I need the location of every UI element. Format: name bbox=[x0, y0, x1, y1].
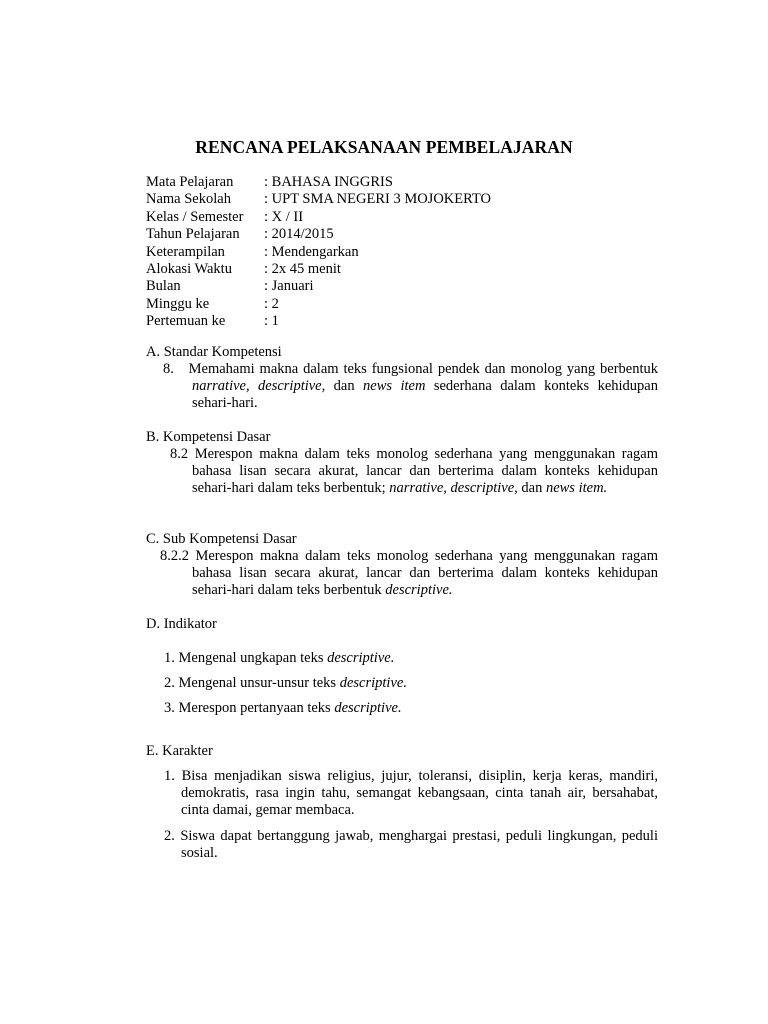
indicator-item: 3. Merespon pertanyaan teks descriptive. bbox=[164, 700, 402, 716]
section-a-em-1: narrative, descriptive, bbox=[192, 378, 326, 394]
meta-row bbox=[146, 174, 491, 191]
section-c-heading: C. Sub Kompetensi Dasar bbox=[146, 531, 297, 547]
meta-row bbox=[146, 261, 491, 278]
meta-label: Pertemuan ke bbox=[146, 313, 226, 330]
meta-value: : UPT SMA NEGERI 3 MOJOKERTO bbox=[264, 191, 491, 208]
meta-row bbox=[146, 313, 491, 330]
meta-table bbox=[146, 174, 491, 331]
karakter-number: 1. bbox=[164, 768, 175, 784]
meta-row bbox=[146, 296, 491, 313]
section-a-text-2: dan bbox=[325, 378, 364, 394]
section-c-text-1: Merespon makna dalam teks monolog sederhana yang menggunakan ragam bahasa lisan secara akurat, lancar dan berterima dalam konteks kehidupan sehari-hari dalam teks berbentuk bbox=[189, 548, 658, 598]
meta-label: Tahun Pelajaran bbox=[146, 226, 240, 243]
section-b-text-1: Merespon makna dalam teks monolog sederhana yang menggunakan ragam bahasa lisan secara akurat, lancar dan berterima dalam konteks kehidupan sehari-hari dalam teks berbentuk; bbox=[188, 446, 658, 496]
meta-label: Nama Sekolah bbox=[146, 191, 231, 208]
indicator-item: 1. Mengenal ungkapan teks descriptive. bbox=[164, 650, 395, 666]
section-a-em-2: news item bbox=[363, 378, 426, 394]
section-b-number: 8.2 bbox=[170, 446, 189, 462]
meta-label: Alokasi Waktu bbox=[146, 260, 232, 277]
section-a-number: 8. bbox=[163, 361, 174, 377]
meta-value: : Mendengarkan bbox=[264, 243, 359, 260]
karakter-number: 2. bbox=[164, 828, 175, 844]
section-b-heading: B. Kompetensi Dasar bbox=[146, 429, 271, 445]
section-a-heading: A. Standar Kompetensi bbox=[146, 344, 282, 360]
section-c-number: 8.2.2 bbox=[160, 548, 189, 564]
meta-row bbox=[146, 209, 491, 226]
section-b-text-2: dan bbox=[517, 480, 546, 496]
meta-row bbox=[146, 244, 491, 261]
meta-value: : BAHASA INGGRIS bbox=[264, 174, 393, 190]
meta-label: Bulan bbox=[146, 278, 181, 295]
meta-value: : 1 bbox=[264, 313, 279, 330]
section-b-em-1: narrative, descriptive, bbox=[389, 480, 518, 496]
section-b-body bbox=[146, 446, 658, 497]
section-c-body bbox=[146, 548, 658, 599]
meta-row bbox=[146, 226, 491, 243]
meta-label: Mata Pelajaran bbox=[146, 174, 234, 190]
karakter-item bbox=[164, 768, 658, 819]
section-a-body bbox=[146, 361, 658, 412]
meta-label: Minggu ke bbox=[146, 295, 210, 312]
document-title: RENCANA PELAKSANAAN PEMBELAJARAN bbox=[195, 137, 573, 157]
indicator-item: 2. Mengenal unsur-unsur teks descriptive. bbox=[164, 675, 407, 691]
section-a-text-1: Memahami makna dalam teks fungsional pendek dan monolog yang berbentuk bbox=[188, 361, 659, 377]
section-a-text-3: sederhana dalam konteks kehidupan sehari-hari. bbox=[192, 378, 658, 411]
section-d-heading: D. Indikator bbox=[146, 616, 217, 632]
section-c-em-1: descriptive. bbox=[385, 582, 453, 598]
section-b-em-2: news item. bbox=[545, 480, 608, 496]
karakter-item bbox=[164, 828, 658, 862]
karakter-text: Siswa dapat bertanggung jawab, menghargai prestasi, peduli lingkungan, peduli sosial. bbox=[180, 828, 658, 861]
meta-value: : 2014/2015 bbox=[264, 226, 334, 243]
meta-row bbox=[146, 191, 491, 208]
meta-row bbox=[146, 278, 491, 295]
section-e-heading: E. Karakter bbox=[146, 743, 213, 759]
karakter-text: Bisa menjadikan siswa religius, jujur, toleransi, disiplin, kerja keras, mandiri, demokratis, rasa ingin tahu, semangat kebangsaan, cinta tanah air, bersahabat, cinta damai, gemar membaca. bbox=[181, 768, 658, 818]
meta-value: : 2 bbox=[264, 295, 279, 312]
meta-label: Kelas / Semester bbox=[146, 208, 244, 225]
meta-value: : 2x 45 menit bbox=[264, 260, 341, 277]
meta-value: : Januari bbox=[264, 278, 314, 295]
meta-label: Keterampilan bbox=[146, 243, 225, 260]
meta-value: : X / II bbox=[264, 208, 304, 225]
